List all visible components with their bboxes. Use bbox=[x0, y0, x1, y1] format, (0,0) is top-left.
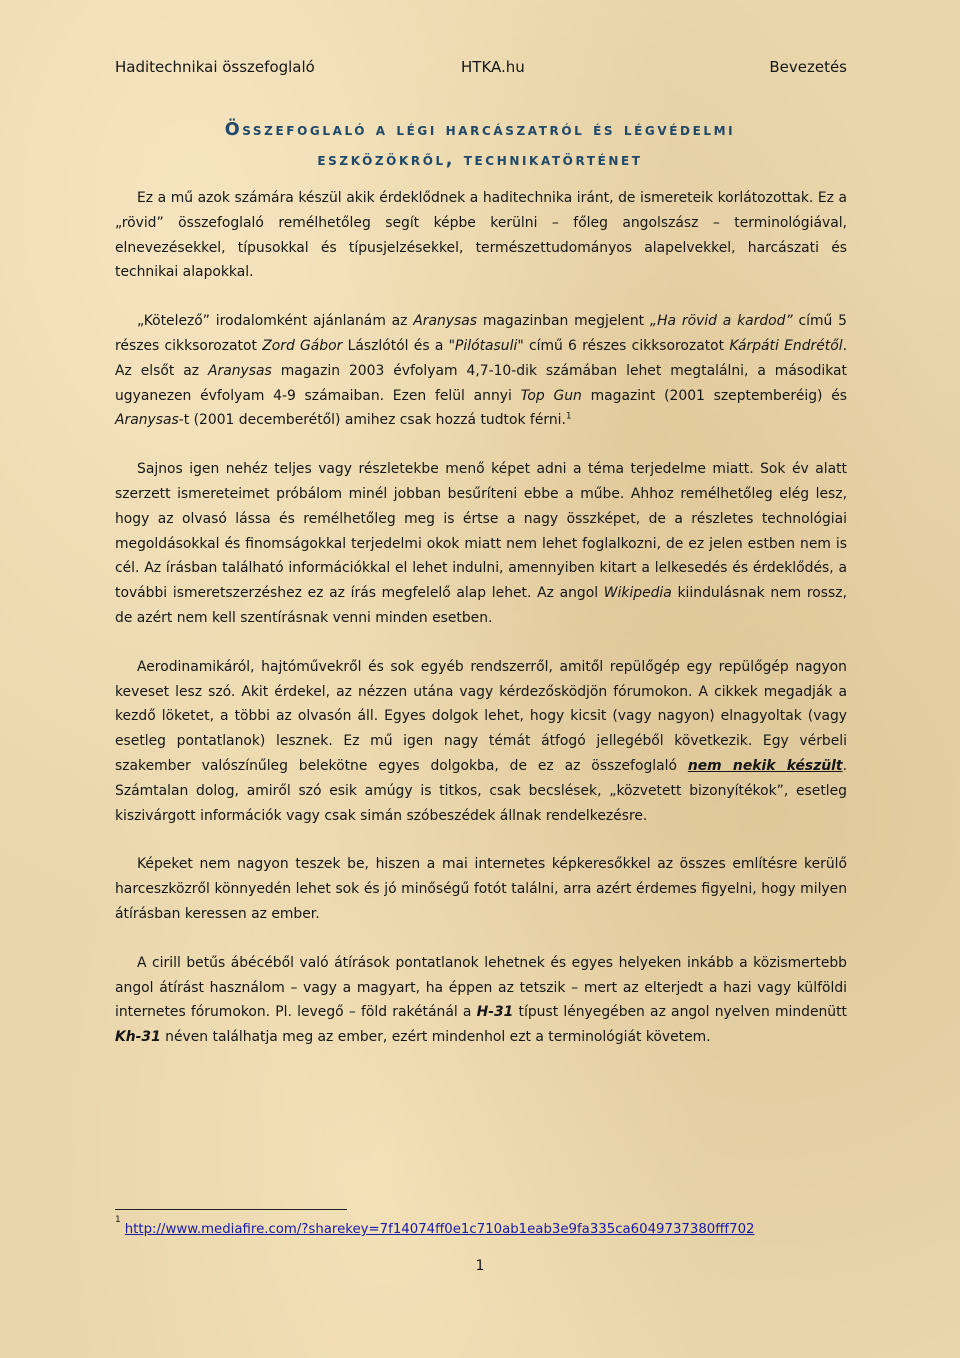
text-span: kiindulásnak nem rossz, de azért nem kell szentírásnak venni minden esetben. bbox=[115, 585, 847, 626]
paragraph-intro-text: Ez a mű azok számára készül akik érdeklődnek a haditechnika iránt, de ismereteik korlátozottak. Ez a „rövid” összefoglaló remélhetőleg segít képbe kerülni – főleg angolszász – terminológiával, elnevezésekkel, típusokkal és típusjelzésekkel, természettudományos alapelvekkel, harcászati és technikai alapokkal. bbox=[115, 190, 847, 281]
author-name: Zord Gábor bbox=[262, 337, 343, 354]
author-name: Kárpáti Endrétől bbox=[729, 337, 843, 354]
page-number: 1 bbox=[475, 1258, 485, 1274]
header-site-name: HTKA.hu bbox=[461, 58, 525, 76]
title-line-1: Összefoglaló a légi harcászatról és légvédelmi bbox=[224, 120, 736, 140]
text-span: típust lényegében az angol nyelven mindenütt bbox=[513, 1004, 847, 1021]
text-span: néven találhatja meg az ember, ezért mindenhol ezt a terminológiát követem. bbox=[160, 1029, 711, 1046]
footnote-reference[interactable]: 1 bbox=[565, 411, 572, 422]
title-line-2: eszközökről, technikatörténet bbox=[317, 150, 643, 170]
text-span: A cirill betűs ábécéből való átírások pontatlanok lehetnek és egyes helyeken inkább a közismertebb angol átírást használom – vagy a magyart, ha éppen az tetszik – mert az elterjedt a hazi vagy külföldi internetes fórumokon. Pl. levegő – föld rakétánál a bbox=[115, 954, 847, 1021]
article-series-title: „Ha rövid a kardod” bbox=[649, 313, 793, 330]
article-series-title: Pilótasuli bbox=[455, 337, 518, 354]
header-section-name: Bevezetés bbox=[769, 58, 847, 76]
page-title bbox=[100, 115, 860, 175]
text-span: magazinban megjelent bbox=[477, 313, 650, 330]
missile-designation: Kh-31 bbox=[115, 1029, 161, 1046]
paragraph-scope bbox=[115, 457, 847, 631]
paragraph-literature bbox=[115, 309, 847, 433]
paragraph-images-text: Képeket nem nagyon teszek be, hiszen a mai internetes képkeresőkkel az összes említésre kerülő harceszközről könnyedén lehet sok és jó minőségű fotót találni, arra azért érdemes figyelni, hogy milyen átírásban keressen az ember. bbox=[115, 856, 847, 922]
magazine-name: Top Gun bbox=[520, 387, 582, 404]
emphasis-not-for-them: nem nekik készült bbox=[687, 757, 843, 774]
magazine-name: Aranysas bbox=[413, 313, 478, 330]
text-span: „Kötelező” irodalomként ajánlanám az bbox=[137, 313, 414, 330]
text-span: Aerodinamikáról, hajtóművekről és sok egyéb rendszerről, amitől repülőgép egy repülőgép nagyon keveset lesz szó. Akit érdekel, az nézzen utána vagy kérdezősködjön fórumokon. A cikkek megadják a kezdő löketet, a többi az olvasón áll. Egyes dolgok lehet, hogy kicsit (vagy nagyon) elnagyoltak (vagy esetleg pontatlanok) lesznek. Ez mű igen nagy témát átfogó jellegéből következik. Egy vérbeli szakember valószínűleg belekötne egyes dolgokba, de ez az összefoglaló bbox=[115, 658, 847, 774]
text-span: Sajnos igen nehéz teljes vagy részletekbe menő képet adni a téma terjedelme miatt. Sok év alatt szerzett ismereteimet próbálom minél jobban besűríteni ebbe a műbe. Ahhoz remélhetőleg elég lesz, hogy az olvasó lássa és remélhetőleg meg is értse a nagy összképet, de a részletes technológiai megoldásokkal és finomságokkal terjedelmi okok miatt nem lehet foglalkozni, de ez jelen estben nem is cél. Az írásban található információkkal el lehet indulni, amennyiben kitart a lelkesedés és érdeklődés, a további ismeretszerzéshez ez az írás megfelelő alap lehet. Az angol bbox=[115, 461, 847, 602]
footnote-separator bbox=[115, 1209, 347, 1210]
footnote-link[interactable]: http://www.mediafire.com/?sharekey=7f14074ff0e1c710ab1eab3e9fa335ca6049737380fff702 bbox=[124, 1222, 755, 1237]
text-span: . Az elsőt az bbox=[115, 337, 847, 379]
wikipedia-mention: Wikipedia bbox=[603, 585, 672, 602]
paragraph-images bbox=[115, 852, 847, 926]
paragraph-audience bbox=[115, 655, 847, 829]
footnote bbox=[115, 1214, 847, 1237]
header-document-title: Haditechnikai összefoglaló bbox=[115, 58, 315, 76]
text-span: Lászlótól és a " bbox=[342, 337, 455, 354]
missile-designation: H-31 bbox=[476, 1004, 514, 1021]
magazine-name: Aranysas bbox=[208, 362, 272, 379]
text-span: magazin 2003 évfolyam 4,7-10-dik számában lehet megtalálni, a másodikat ugyanezen évfolyam 4-9 számaiban. Ezen felül annyi bbox=[115, 362, 847, 404]
paragraph-intro bbox=[115, 186, 847, 285]
paragraph-transliteration bbox=[115, 951, 847, 1050]
magazine-name: Aranysas bbox=[115, 412, 179, 429]
text-span: -t (2001 decemberétől) amihez csak hozzá tudtok férni. bbox=[178, 412, 566, 429]
text-span: " című 6 részes cikksorozatot bbox=[517, 337, 730, 354]
text-span: . Számtalan dolog, amiről szó esik amúgy is titkos, csak becslések, „közvetett bizonyítékok”, esetleg kiszivárgott információk vagy csak simán szóbeszédek állnak rendelkezésre. bbox=[115, 757, 847, 824]
footnote-number: 1 bbox=[115, 1214, 121, 1225]
text-span: című 5 részes cikksorozatot bbox=[115, 313, 847, 354]
page-header bbox=[115, 58, 847, 80]
text-span: magazint (2001 szeptemberéig) és bbox=[581, 387, 847, 404]
body-text bbox=[115, 186, 847, 1050]
